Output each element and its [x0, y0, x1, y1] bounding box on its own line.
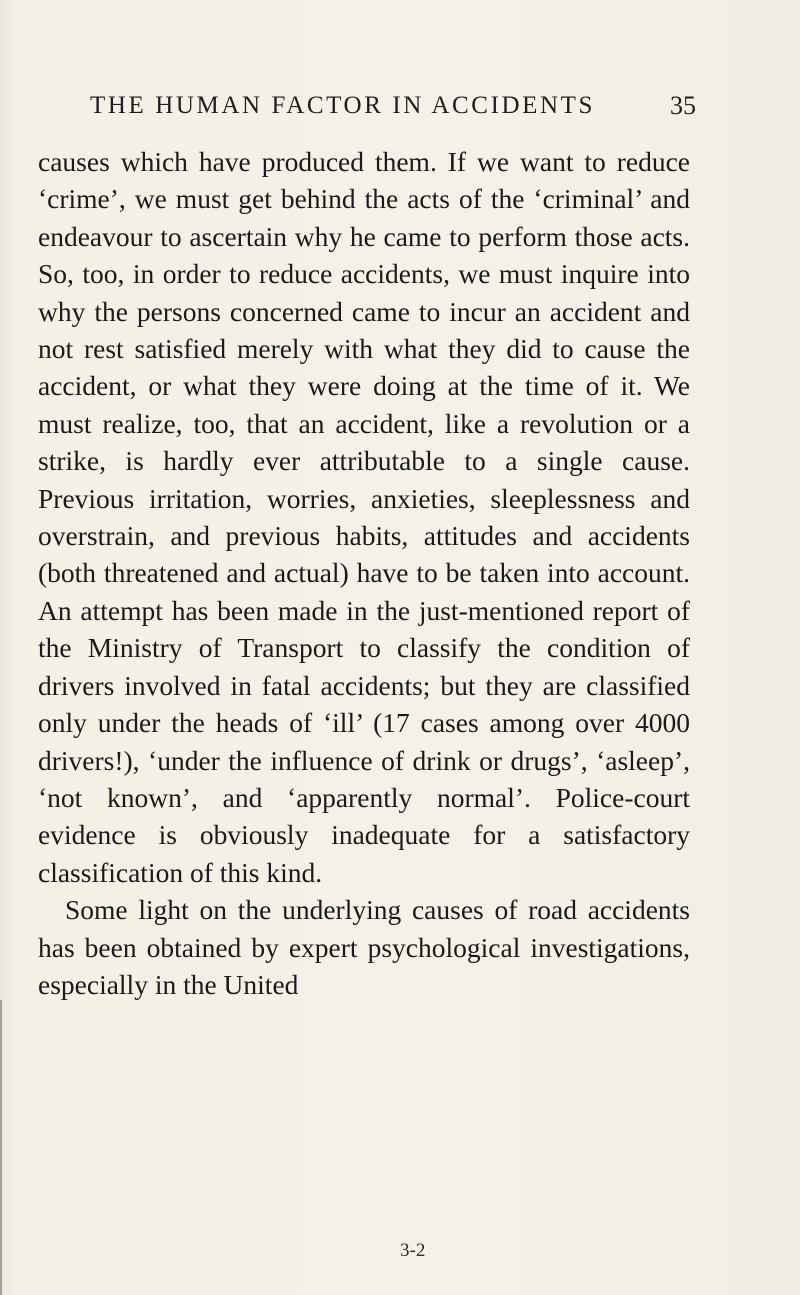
running-title: THE HUMAN FACTOR IN ACCIDENTS: [90, 92, 596, 119]
paragraph-2: Some light on the underlying causes of road accidents has been obtained by expert psychological investigations, especially in the United: [38, 894, 690, 1000]
gutter-shadow: [0, 1000, 2, 1295]
page-number: 35: [670, 91, 696, 120]
body-text: [38, 143, 690, 1003]
paragraph-1: causes which have produced them. If we want to reduce ‘crime’, we must get behind the acts of the ‘criminal’ and endeavour to ascertain why he came to perform those acts. So, too, in order to reduce accidents, we must inquire into why the persons concerned came to incur an accident and not rest satisfied merely with what they did to cause the accident, or what they were doing at the time of it. We must realize, too, that an accident, like a revolution or a strike, is hardly ever attributable to a single cause. Previous irritation, worries, anxieties, sleeplessness and overstrain, and previous habits, attitudes and accidents (both threatened and actual) have to be taken into account. An attempt has been made in the just-mentioned report of the Ministry of Transport to classify the condition of drivers involved in fatal accidents; but they are classified only under the heads of ‘ill’ (17 cases among over 4000 drivers!), ‘under the influence of drink or drugs’, ‘asleep’, ‘not known’, and ‘apparently normal’. Police-court evidence is obviously inadequate for a satisfactory classification of this kind.: [38, 146, 690, 888]
signature-mark: 3-2: [400, 1240, 426, 1261]
running-head: [90, 86, 696, 126]
